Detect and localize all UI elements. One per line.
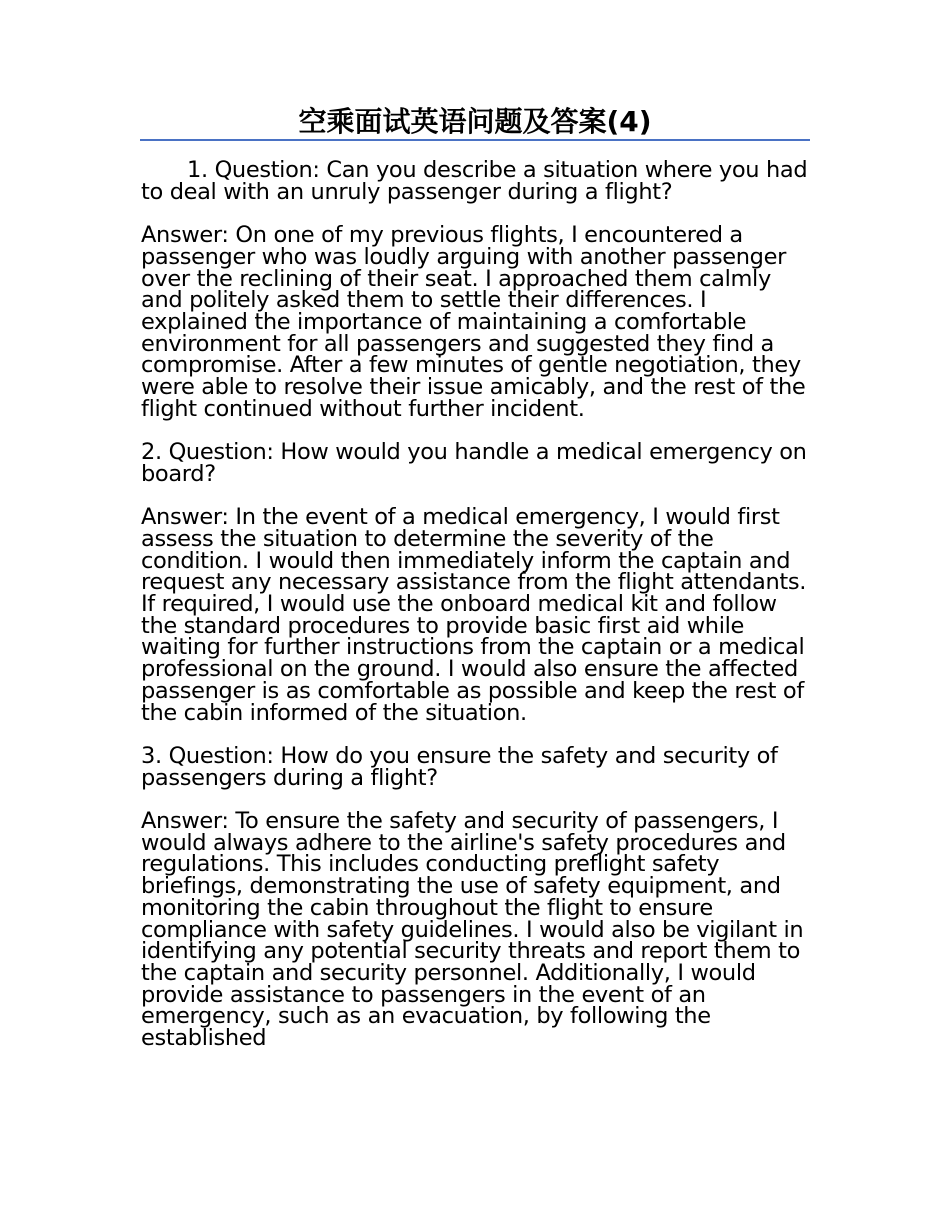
document-title: 空乘面试英语问题及答案(4) <box>298 105 652 138</box>
answer-3: Answer: To ensure the safety and security of passengers, I would always adhere to the airline's safety procedures and regulations. This includes conducting preflight safety briefings, demonstrating the use of safety equipment, and monitoring the cabin throughout the flight to ensure compliance with safety guidelines. I would also be vigilant in identifying any potential security threats and report them to the captain and security personnel. Additionally, I would provide assistance to passengers in the event of an emergency, such as an evacuation, by following the established <box>141 808 804 1052</box>
question-1: 1. Question: Can you describe a situation where you had to deal with an unruly passenger during a flight? <box>141 157 808 205</box>
title-underline <box>140 139 810 141</box>
question-2: 2. Question: How would you handle a medical emergency on board? <box>141 439 807 487</box>
answer-2: Answer: In the event of a medical emergency, I would first assess the situation to determine the severity of the condition. I would then immediately inform the captain and request any necessary assistance from the flight attendants. If required, I would use the onboard medical kit and follow the standard procedures to provide basic first aid while waiting for further instructions from the captain or a medical professional on the ground. I would also ensure the affected passenger is as comfortable as possible and keep the rest of the cabin informed of the situation. <box>141 504 806 726</box>
answer-1: Answer: On one of my previous flights, I encountered a passenger who was loudly arguing with another passenger over the reclining of their seat. I approached them calmly and politely asked them to settle their differences. I explained the importance of maintaining a comfortable environment for all passengers and suggested they find a compromise. After a few minutes of gentle negotiation, they were able to resolve their issue amicably, and the rest of the flight continued without further incident. <box>141 222 806 422</box>
question-3: 3. Question: How do you ensure the safety and security of passengers during a flight? <box>141 742 778 791</box>
document-body <box>141 157 813 1071</box>
